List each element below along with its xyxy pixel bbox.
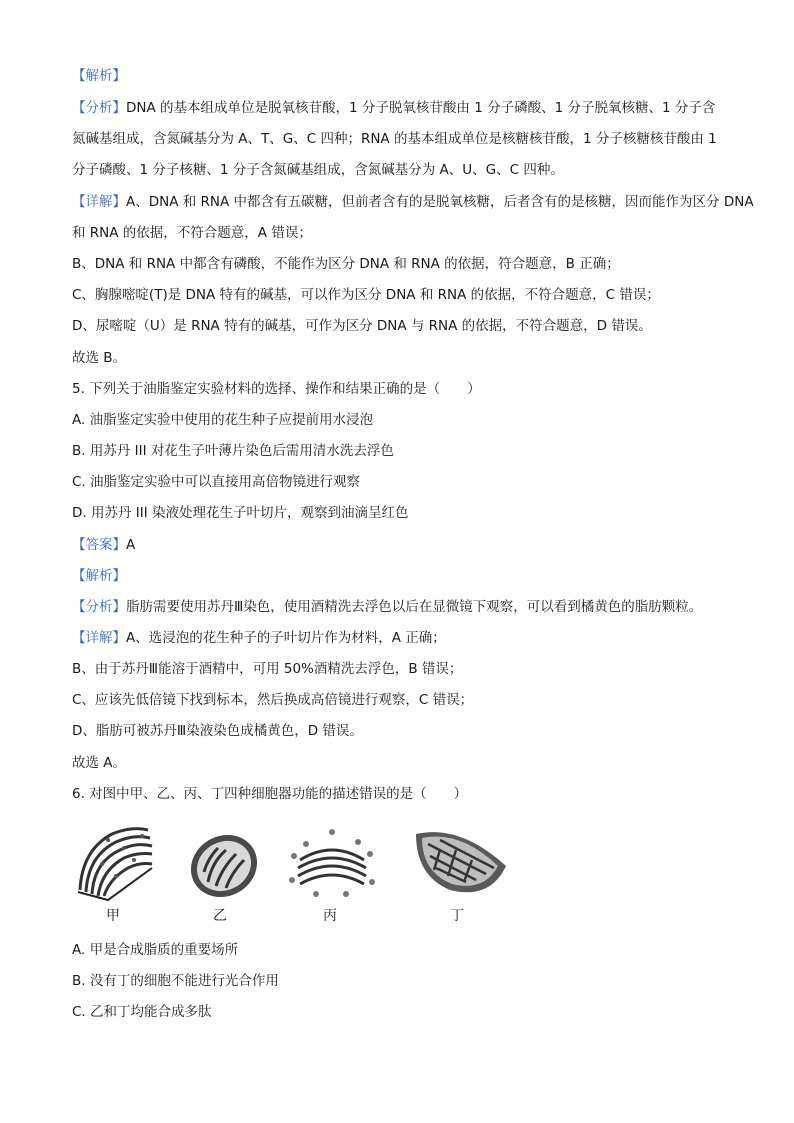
- text-line: [72, 566, 126, 586]
- line-text: 故选 A。: [72, 755, 127, 771]
- line-text: A: [126, 537, 136, 553]
- text-line: [72, 348, 126, 368]
- line-text: 氮碱基组成，含氮碱基分为 A、T、G、C 四种；RNA 的基本组成单位是核糖核苷酸，1 分子核糖核苷酸由 1: [72, 131, 717, 147]
- section-bracket-label: 【详解】: [72, 630, 126, 646]
- figure-label-jia: 甲: [106, 908, 120, 924]
- line-text: 5. 下列关于油脂鉴定实验材料的选择、操作和结果正确的是（ ）: [72, 381, 481, 397]
- text-line: [72, 659, 462, 679]
- golgi-figure: [286, 820, 378, 902]
- line-text: D、脂肪可被苏丹Ⅲ染液染色成橘黄色，D 错误。: [72, 723, 363, 739]
- section-bracket-label: 【解析】: [72, 568, 126, 584]
- figure-label-bing: 丙: [323, 908, 337, 924]
- er-figure: [72, 820, 158, 902]
- text-line: [72, 160, 564, 180]
- line-text: 和 RNA 的依据，不符合题意，A 错误；: [72, 225, 312, 241]
- line-text: B. 用苏丹 III 对花生子叶薄片染色后需用清水洗去浮色: [72, 443, 394, 459]
- line-text: C、应该先低倍镜下找到标本，然后换成高倍镜进行观察，C 错误；: [72, 692, 474, 708]
- section-bracket-label: 【解析】: [72, 68, 126, 84]
- text-line: [72, 721, 363, 741]
- section-bracket-label: 【分析】: [72, 599, 126, 615]
- line-text: A、选浸泡的花生种子的子叶切片作为材料，A 正确；: [126, 630, 446, 646]
- section-bracket-label: 【分析】: [72, 100, 126, 116]
- text-line: [72, 316, 652, 336]
- line-text: C. 油脂鉴定实验中可以直接用高倍物镜进行观察: [72, 474, 361, 490]
- option-6a: A. 甲是合成脂质的重要场所: [72, 942, 239, 958]
- text-line: [72, 98, 715, 118]
- line-text: DNA 的基本组成单位是脱氧核苷酸，1 分子脱氧核苷酸由 1 分子磷酸、1 分子脱氧核糖、1 分子含: [126, 100, 716, 116]
- line-text: 脂肪需要使用苏丹Ⅲ染色，使用酒精洗去浮色以后在显微镜下观察，可以看到橘黄色的脂肪颗粒。: [126, 599, 703, 615]
- figure-label-yi: 乙: [213, 908, 227, 924]
- text-line: [72, 410, 373, 430]
- section-bracket-label: 【详解】: [72, 194, 126, 210]
- text-line: [72, 535, 135, 555]
- text-line: [72, 441, 394, 461]
- text-line: [72, 784, 467, 804]
- text-line: [72, 503, 409, 523]
- text-line: [72, 129, 717, 149]
- text-line: [72, 628, 446, 648]
- text-line: [72, 285, 660, 305]
- text-line: [72, 254, 620, 274]
- line-text: A. 油脂鉴定实验中使用的花生种子应提前用水浸泡: [72, 412, 374, 428]
- chloroplast-figure: [410, 820, 514, 902]
- text-line: [72, 379, 481, 399]
- section-bracket-label: 【答案】: [72, 537, 126, 553]
- line-text: A、DNA 和 RNA 中都含有五碳糖，但前者含有的是脱氧核糖，后者含有的是核糖，因而能作为区分 DNA: [126, 194, 754, 210]
- mitochondrion-figure: [186, 820, 262, 902]
- text-line: [72, 753, 126, 773]
- line-text: D. 用苏丹 III 染液处理花生子叶切片，观察到油滴呈红色: [72, 505, 409, 521]
- line-text: C、胸腺嘧啶(T)是 DNA 特有的碱基，可以作为区分 DNA 和 RNA 的依据，不符合题意，C 错误；: [72, 287, 660, 303]
- option-6c: C. 乙和丁均能合成多肽: [72, 1004, 212, 1020]
- text-line: [72, 192, 754, 212]
- text-line: [72, 690, 473, 710]
- text-line: [72, 66, 126, 86]
- line-text: 故选 B。: [72, 350, 127, 366]
- line-text: 6. 对图中甲、乙、丙、丁四种细胞器功能的描述错误的是（ ）: [72, 786, 468, 802]
- line-text: D、尿嘧啶（U）是 RNA 特有的碱基，可作为区分 DNA 与 RNA 的依据，不符合题意，D 错误。: [72, 318, 652, 334]
- option-6b: B. 没有丁的细胞不能进行光合作用: [72, 973, 279, 989]
- text-line: [72, 597, 702, 617]
- text-line: [72, 472, 360, 492]
- line-text: B、由于苏丹Ⅲ能溶于酒精中，可用 50%酒精洗去浮色，B 错误；: [72, 661, 463, 677]
- text-line: [72, 223, 312, 243]
- figure-label-ding: 丁: [450, 908, 464, 924]
- line-text: B、DNA 和 RNA 中都含有磷酸，不能作为区分 DNA 和 RNA 的依据，符合题意，B 正确；: [72, 256, 620, 272]
- line-text: 分子磷酸、1 分子核糖、1 分子含氮碱基组成，含氮碱基分为 A、U、G、C 四种。: [72, 162, 564, 178]
